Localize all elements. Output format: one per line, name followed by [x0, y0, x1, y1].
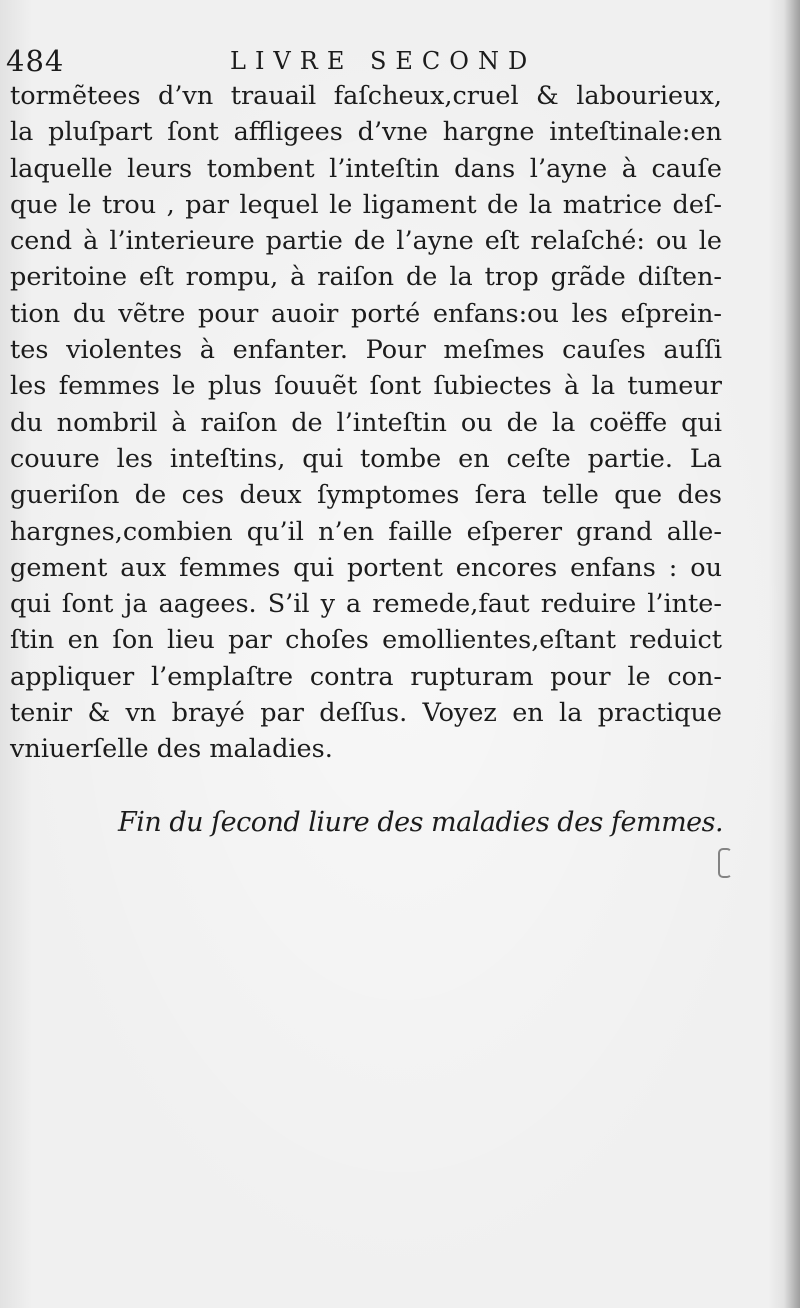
text-line: cend à l’interieure partie de l’ayne eſt relaſché: ou le	[10, 226, 722, 257]
text-line: que le trou , par lequel le ligament de la matrice deſ-	[10, 189, 722, 220]
text-line: appliquer l’emplaſtre contra rupturam pour le con-	[10, 661, 722, 692]
text-line: tenir & vn brayé par deſſus. Voyez en la practique	[10, 698, 722, 729]
text-line: gueriſon de ces deux ſymptomes ſera telle que des	[10, 480, 722, 511]
text-line: du nombril à raiſon de l’inteſtin ou de la coëffe qui	[10, 407, 722, 438]
page-header	[0, 40, 800, 80]
text-line: gement aux femmes qui portent encores enfans : ou	[10, 552, 722, 583]
page-gutter-shadow	[784, 0, 800, 1308]
text-line: couure les inteſtins, qui tombe en ceſte partie. La	[10, 443, 722, 474]
colophon: Fin du ſecond liure des maladies des femmes.	[118, 807, 724, 838]
margin-ink-mark	[718, 848, 732, 878]
text-line: tormẽtees d’vn trauail faſcheux,cruel & labourieux,	[10, 81, 722, 111]
text-line: la pluſpart ſont affligees d’vne hargne inteſtinale:en	[10, 117, 722, 148]
page-number: 484	[6, 44, 65, 78]
text-line: tion du vẽtre pour auoir porté enfans:ou les eſprein-	[10, 298, 722, 329]
body-text	[10, 78, 722, 768]
text-line: tes violentes à enfanter. Pour meſmes cauſes auſſi	[10, 335, 722, 366]
text-line: peritoine eſt rompu, à raiſon de la trop grãde diſten-	[10, 262, 722, 293]
text-line: qui ſont ja aagees. S’il y a remede,faut reduire l’inte-	[10, 589, 722, 620]
text-line: laquelle leurs tombent l’inteſtin dans l’ayne à cauſe	[10, 153, 722, 184]
running-head: LIVRE SECOND	[230, 47, 537, 75]
text-line: hargnes,combien qu’il n’en faille eſperer grand alle-	[10, 516, 722, 547]
text-line: vniuerſelle des maladies.	[10, 734, 333, 765]
text-line: les femmes le plus ſouuẽt ſont ſubiectes à la tumeur	[10, 371, 722, 402]
text-line: ſtin en ſon lieu par choſes emollientes,eſtant reduict	[10, 625, 722, 656]
